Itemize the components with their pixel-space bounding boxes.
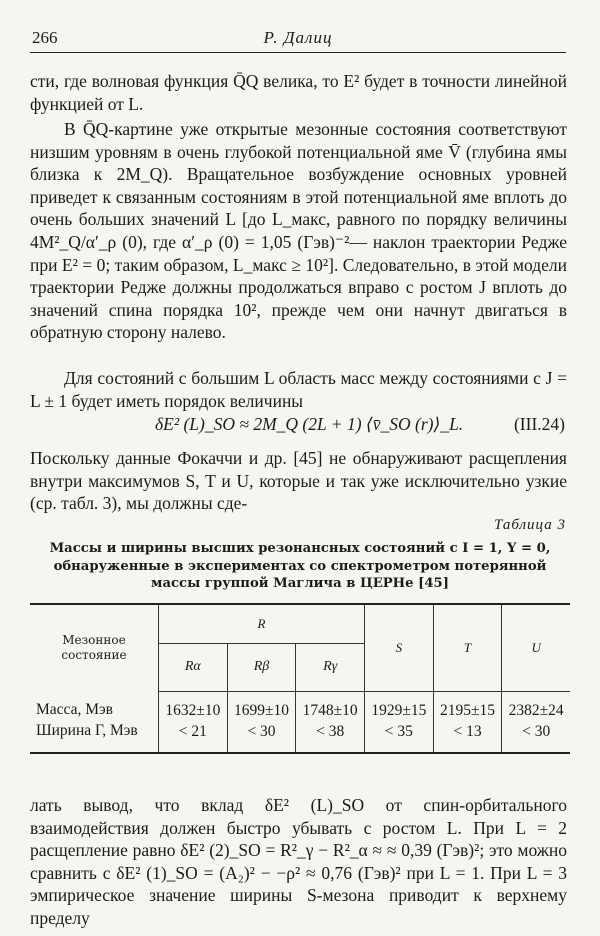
mass-r-alpha: 1632±10 — [165, 701, 221, 719]
mass-r-beta: 1699±10 — [234, 701, 290, 719]
table-data-row — [30, 691, 570, 753]
paragraph-2: В Q̄Q-картине уже открытые мезонные состояния соответствуют низшим уровням в очень глубокой потенциальной яме V̄ (глубина ямы близка к 2M_Q). Вращательное возбуждение основных уровней приведет к связанным состояниям в этой потенциальной яме вплоть до очень больших значений L [до L_макс, равного по порядку величины 4M²_Q/α′_ρ (0), где α′_ρ (0) = 1,05 (Гэв)⁻²— наклон траектории Редже при E² = 0; таким образом, L_макс ≥ 10²]. Следовательно, в этой модели траектории Редже должны продолжаться вправо с ростом J вплоть до значений спина порядка 10², прежде чем они начнут двигаться в обратную сторону налево. — [30, 119, 567, 343]
equation-number: (III.24) — [513, 414, 565, 434]
width-t: < 13 — [453, 722, 482, 740]
mass-u: 2382±24 — [508, 701, 564, 719]
header-s: S — [365, 604, 434, 691]
width-r-beta: < 30 — [247, 722, 276, 740]
equation: δE² (L)_SO ≈ 2M_Q (2L + 1) ⟨v̄_SO (r)⟩_L. — [155, 414, 464, 434]
table-caption: Массы и ширины высших резонансных состояний с I = 1, Y = 0, обнаруженные в экспериментах со спектрометром потерянной массы группой Маглича в ЦЕРНе [45] — [49, 541, 551, 591]
page-number: 266 — [32, 28, 58, 47]
header-u: U — [502, 604, 570, 691]
width-u: < 30 — [522, 722, 551, 740]
paragraph-5: лать вывод, что вклад δE² (L)_SO от спин-орбитального взаимодействия должен быстро убывать с ростом L. При L = 2 расщепление равно δE² (2)_SO = R²_γ − R²_α ≈ ≈ 0,39 (Гэв)²; это можно сравнить с δE² (1)_SO = (A₂)² − −ρ² ≈ 0,76 (Гэв)² при L = 1. При L = 3 эмпирическое значение ширины S-мезона приводит к верхнему пределу — [30, 795, 567, 928]
paragraph-4: Поскольку данные Фокаччи и др. [45] не обнаруживают расщепления внутри максимумов S, T и U, которые и так уже исключительно узкие (ср. табл. 3), мы должны сде- — [30, 448, 567, 514]
mass-s: 1929±15 — [371, 701, 427, 719]
paragraph-3: Для состояний с большим L область масс между состояниями с J = L ± 1 будет иметь порядок величины — [30, 368, 567, 411]
equation-line — [30, 414, 567, 438]
header-r-gamma: Rγ — [296, 644, 365, 691]
cell-r-gamma — [296, 691, 365, 753]
paragraph-1: сти, где волновая функция Q̄Q велика, то E² будет в точности линейной функцией от L. — [30, 71, 567, 114]
cell-u — [502, 691, 570, 753]
mass-r-gamma: 1748±10 — [302, 701, 358, 719]
mass-t: 2195±15 — [440, 701, 496, 719]
header-r-beta: Rβ — [227, 644, 296, 691]
width-r-alpha: < 21 — [178, 722, 207, 740]
width-s: < 35 — [384, 722, 413, 740]
row-label-mass: Масса, Мэв — [36, 701, 113, 719]
header-r-group: R — [159, 604, 365, 644]
row-label-width: Ширина Г, Мэв — [36, 722, 138, 740]
row-labels-cell — [30, 691, 159, 753]
running-head: Р. Далиц — [263, 28, 333, 47]
header-t: T — [433, 604, 502, 691]
cell-s — [365, 691, 434, 753]
header-meson-state: Мезонное состояние — [30, 604, 159, 691]
cell-t — [433, 691, 502, 753]
resonance-table — [30, 603, 570, 754]
table-label: Таблица 3 — [494, 517, 566, 533]
cell-r-beta — [227, 691, 296, 753]
cell-r-alpha — [159, 691, 228, 753]
page-header — [30, 26, 566, 53]
header-r-alpha: Rα — [159, 644, 228, 691]
width-r-gamma: < 38 — [316, 722, 345, 740]
table-header-row — [30, 604, 570, 644]
